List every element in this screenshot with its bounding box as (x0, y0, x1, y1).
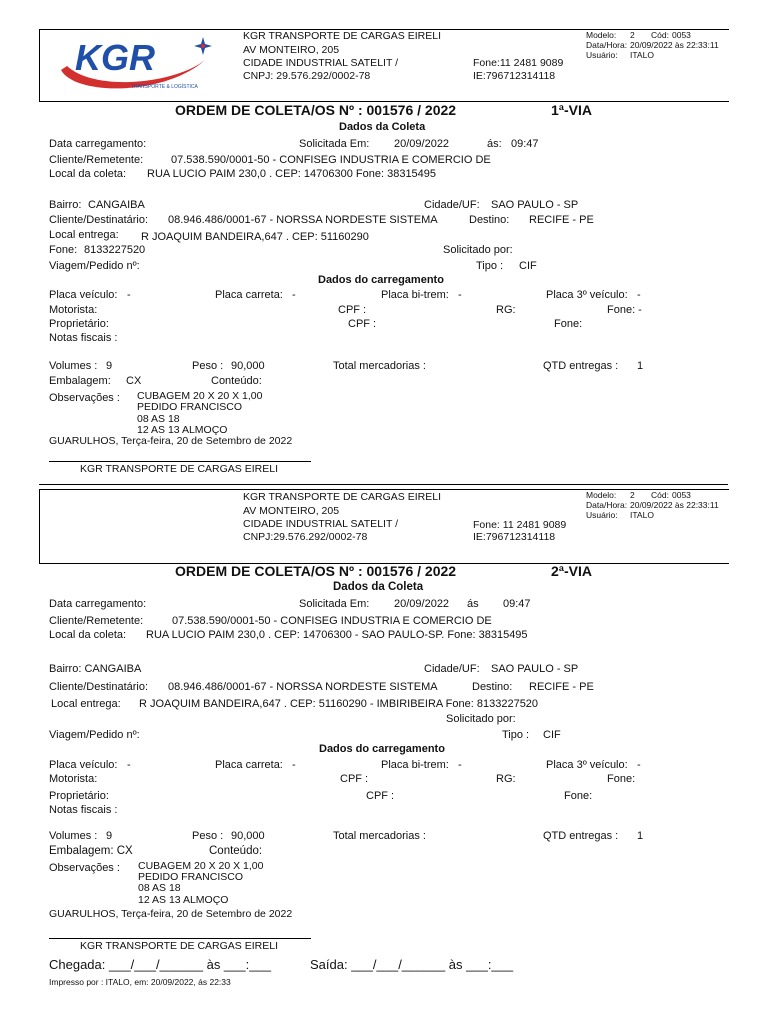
separator-line (39, 484, 728, 485)
company-cnpj: CNPJ: 29.576.292/0002-78 (243, 70, 371, 82)
cidade-value: SAO PAULO - SP (491, 199, 579, 211)
bairro-value: Bairro: CANGAIBA (49, 663, 142, 675)
local-entrega-label: Local entrega: (51, 698, 121, 710)
remetente-value: 07.538.590/0001-50 - CONFISEG INDUSTRIA E COMERCIO DE (172, 615, 492, 627)
qtd-entregas-label: QTD entregas : (543, 830, 619, 842)
placa-bitrem-label: Placa bi-trem: (381, 289, 449, 301)
total-mercadorias-label: Total mercadorias : (333, 830, 426, 842)
section-dados-carregamento: Dados do carregamento (318, 274, 444, 286)
destinatario-label: Cliente/Destinatário: (49, 681, 149, 693)
solicitada-em-value: 20/09/2022 (394, 598, 450, 610)
peso-value: 90,000 (231, 360, 265, 372)
compass-star-icon (194, 37, 212, 55)
company-district: CIDADE INDUSTRIAL SATELIT / (243, 57, 399, 69)
meta-cod: 0053 (672, 30, 691, 40)
obs-line: 12 AS 13 ALMOÇO (138, 894, 229, 906)
solicitado-por-label: Solicitado por: (443, 244, 513, 256)
peso-value: 90,000 (231, 830, 265, 842)
local-data: GUARULHOS, Terça-feira, 20 de Setembro de 2022 (49, 435, 293, 447)
order-title: ORDEM DE COLETA/OS Nº : 001576 / 2022 (175, 102, 457, 118)
motorista-cpf-label: CPF : (338, 304, 367, 316)
tipo-value: CIF (543, 729, 561, 741)
notas-fiscais-label: Notas fiscais : (49, 332, 118, 344)
placa-carreta-value: - (292, 289, 296, 301)
local-coleta-value: RUA LUCIO PAIM 230,0 . CEP: 14706300 - SAO PAULO-SP. Fone: 38315495 (146, 629, 528, 641)
signature-line (49, 461, 311, 462)
solicitado-por-label: Solicitado por: (446, 713, 516, 725)
section-dados-coleta: Dados da Coleta (333, 581, 424, 593)
qtd-entregas-value: 1 (637, 830, 644, 842)
viagem-pedido-label: Viagem/Pedido nº: (49, 729, 140, 741)
company-phone: Fone: 11 2481 9089 (473, 519, 567, 531)
solicitada-em-label: Solicitada Em: (299, 138, 370, 150)
remetente-label: Cliente/Remetente: (49, 154, 144, 166)
placa-3-value: - (637, 289, 641, 301)
obs-line: 08 AS 18 (138, 882, 181, 894)
obs-line: CUBAGEM 20 X 20 X 1,00 (138, 860, 264, 872)
via-label: 2ª-VIA (551, 563, 592, 579)
hora-label: ás (467, 598, 479, 610)
meta-usuario: ITALO (630, 50, 654, 60)
conteudo-label: Conteúdo: (211, 375, 262, 387)
conteudo-label: Conteúdo: (209, 845, 263, 857)
chegada-field: Chegada: ___/___/______ às ___:___ (49, 957, 271, 972)
tipo-label: Tipo : (502, 729, 530, 741)
motorista-fone-label: Fone: (607, 773, 636, 785)
cidade-label: Cidade/UF: (424, 199, 480, 211)
placa-veiculo-value: - (127, 289, 131, 301)
qtd-entregas-label: QTD entregas : (543, 360, 619, 372)
meta-modelo-label: Modelo: (586, 30, 617, 40)
destinatario-value: 08.946.486/0001-67 - NORSSA NORDESTE SISTEMA (168, 214, 438, 226)
proprietario-fone-label: Fone: (564, 790, 593, 802)
placa-carreta-value: - (292, 759, 296, 771)
fone-label: Fone: (49, 244, 78, 256)
hora-label: ás: (487, 138, 502, 150)
obs-line: PEDIDO FRANCISCO (137, 401, 243, 413)
meta-datahora-label: Data/Hora: (586, 500, 628, 510)
company-address: AV MONTEIRO, 205 (243, 505, 340, 517)
company-name: KGR TRANSPORTE DE CARGAS EIRELI (243, 30, 441, 42)
local-coleta-label: Local da coleta: (49, 629, 127, 641)
company-name: KGR TRANSPORTE DE CARGAS EIRELI (243, 491, 441, 503)
section-dados-coleta: Dados da Coleta (339, 121, 426, 133)
remetente-label: Cliente/Remetente: (49, 615, 144, 627)
local-entrega-value: R JOAQUIM BANDEIRA,647 . CEP: 51160290 - IMBIRIBEIRA Fone: 8133227520 (139, 698, 539, 710)
placa-carreta-label: Placa carreta: (215, 759, 283, 771)
observacoes-label: Observações : (49, 392, 120, 404)
cidade-label: Cidade/UF: (424, 663, 480, 675)
local-coleta-value: RUA LUCIO PAIM 230,0 . CEP: 14706300 Fone: 38315495 (147, 168, 437, 180)
data-carregamento-label: Data carregamento: (49, 598, 147, 610)
peso-label: Peso : (192, 830, 224, 842)
tipo-label: Tipo : (476, 260, 504, 272)
placa-carreta-label: Placa carreta: (215, 289, 283, 301)
placa-bitrem-label: Placa bi-trem: (381, 759, 449, 771)
obs-line: 12 AS 13 ALMOÇO (137, 424, 228, 436)
destino-value: RECIFE - PE (529, 214, 594, 226)
placa-bitrem-value: - (458, 289, 462, 301)
meta-usuario-label: Usuário: (586, 510, 618, 520)
data-carregamento-label: Data carregamento: (49, 138, 147, 150)
proprietario-label: Proprietário: (49, 790, 109, 802)
via-label: 1ª-VIA (551, 102, 592, 118)
placa-3-label: Placa 3º veículo: (546, 759, 628, 771)
volumes-label: Volumes : (49, 360, 98, 372)
volumes-label: Volumes : (49, 830, 98, 842)
logo-text: KGR (75, 37, 155, 78)
embalagem-value: CX (126, 375, 142, 387)
tipo-value: CIF (519, 260, 537, 272)
placa-3-label: Placa 3º veículo: (546, 289, 628, 301)
motorista-fone-label: Fone: - (607, 304, 642, 316)
company-ie: IE:796712314118 (473, 531, 556, 543)
placa-bitrem-value: - (458, 759, 462, 771)
meta-cod: 0053 (672, 490, 691, 500)
meta-cod-label: Cód: (651, 490, 669, 500)
proprietario-label: Proprietário: (49, 318, 109, 330)
bairro-label: Bairro: (49, 199, 82, 211)
meta-datahora: 20/09/2022 às 22:33:11 (630, 500, 719, 510)
placa-veiculo-label: Placa veículo: (49, 759, 118, 771)
volumes-value: 9 (106, 830, 113, 842)
obs-line: 08 AS 18 (137, 413, 180, 425)
solicitada-em-label: Solicitada Em: (299, 598, 370, 610)
viagem-pedido-label: Viagem/Pedido nº: (49, 260, 140, 272)
observacoes-label: Observações : (49, 862, 120, 874)
destino-label: Destino: (472, 681, 513, 693)
rg-label: RG: (496, 773, 516, 785)
hora-value: 09:47 (503, 598, 531, 610)
meta-modelo-label: Modelo: (586, 490, 617, 500)
meta-modelo: 2 (630, 30, 635, 40)
meta-modelo: 2 (630, 490, 635, 500)
cidade-value: SAO PAULO - SP (491, 663, 579, 675)
qtd-entregas-value: 1 (637, 360, 644, 372)
hora-value: 09:47 (511, 138, 539, 150)
impresso-por: Impresso por : ITALO, em: 20/09/2022, ás 22:33 (49, 977, 231, 987)
embalagem-value: Embalagem: CX (49, 845, 133, 857)
company-address: AV MONTEIRO, 205 (243, 44, 340, 56)
obs-line: PEDIDO FRANCISCO (138, 871, 244, 883)
fone-value: 8133227520 (84, 244, 146, 256)
local-entrega-value: R JOAQUIM BANDEIRA,647 . CEP: 51160290 (141, 231, 369, 243)
meta-usuario: ITALO (630, 510, 654, 520)
logo-subtext: TRANSPORTE & LOGÍSTICA (131, 84, 198, 90)
peso-label: Peso : (192, 360, 224, 372)
section-dados-carregamento: Dados do carregamento (319, 743, 445, 755)
meta-datahora-label: Data/Hora: (586, 40, 628, 50)
proprietario-fone-label: Fone: (554, 318, 583, 330)
proprietario-cpf-label: CPF : (348, 318, 377, 330)
destino-value: RECIFE - PE (529, 681, 594, 693)
signature-name: KGR TRANSPORTE DE CARGAS EIRELI (80, 463, 278, 475)
total-mercadorias-label: Total mercadorias : (333, 360, 426, 372)
rg-label: RG: (496, 304, 516, 316)
company-cnpj: CNPJ:29.576.292/0002-78 (243, 531, 368, 543)
meta-cod-label: Cód: (651, 30, 669, 40)
motorista-label: Motorista: (49, 304, 98, 316)
local-coleta-label: Local da coleta: (49, 168, 127, 180)
order-title: ORDEM DE COLETA/OS Nº : 001576 / 2022 (175, 563, 457, 579)
signature-line (49, 938, 311, 939)
volumes-value: 9 (106, 360, 113, 372)
solicitada-em-value: 20/09/2022 (394, 138, 450, 150)
local-data: GUARULHOS, Terça-feira, 20 de Setembro de 2022 (49, 908, 293, 920)
placa-3-value: - (637, 759, 641, 771)
company-district: CIDADE INDUSTRIAL SATELIT / (243, 518, 399, 530)
company-ie: IE:796712314118 (473, 70, 556, 82)
motorista-cpf-label: CPF : (340, 773, 369, 785)
placa-veiculo-label: Placa veículo: (49, 289, 118, 301)
remetente-value: 07.538.590/0001-50 - CONFISEG INDUSTRIA E COMERCIO DE (171, 154, 491, 166)
proprietario-cpf-label: CPF : (366, 790, 395, 802)
bairro-value: CANGAIBA (88, 199, 145, 211)
meta-datahora: 20/09/2022 às 22:33:11 (630, 40, 719, 50)
company-phone: Fone:11 2481 9089 (473, 57, 564, 69)
embalagem-label: Embalagem: (49, 375, 111, 387)
destino-label: Destino: (469, 214, 510, 226)
obs-line: CUBAGEM 20 X 20 X 1,00 (137, 390, 263, 402)
meta-usuario-label: Usuário: (586, 50, 618, 60)
motorista-label: Motorista: (49, 773, 98, 785)
notas-fiscais-label: Notas fiscais : (49, 804, 118, 816)
saida-field: Saída: ___/___/______ às ___:___ (310, 957, 514, 972)
signature-name: KGR TRANSPORTE DE CARGAS EIRELI (80, 940, 278, 952)
local-entrega-label: Local entrega: (49, 229, 119, 241)
company-logo (55, 34, 215, 96)
placa-veiculo-value: - (127, 759, 131, 771)
destinatario-value: 08.946.486/0001-67 - NORSSA NORDESTE SISTEMA (168, 681, 438, 693)
destinatario-label: Cliente/Destinatário: (49, 214, 149, 226)
